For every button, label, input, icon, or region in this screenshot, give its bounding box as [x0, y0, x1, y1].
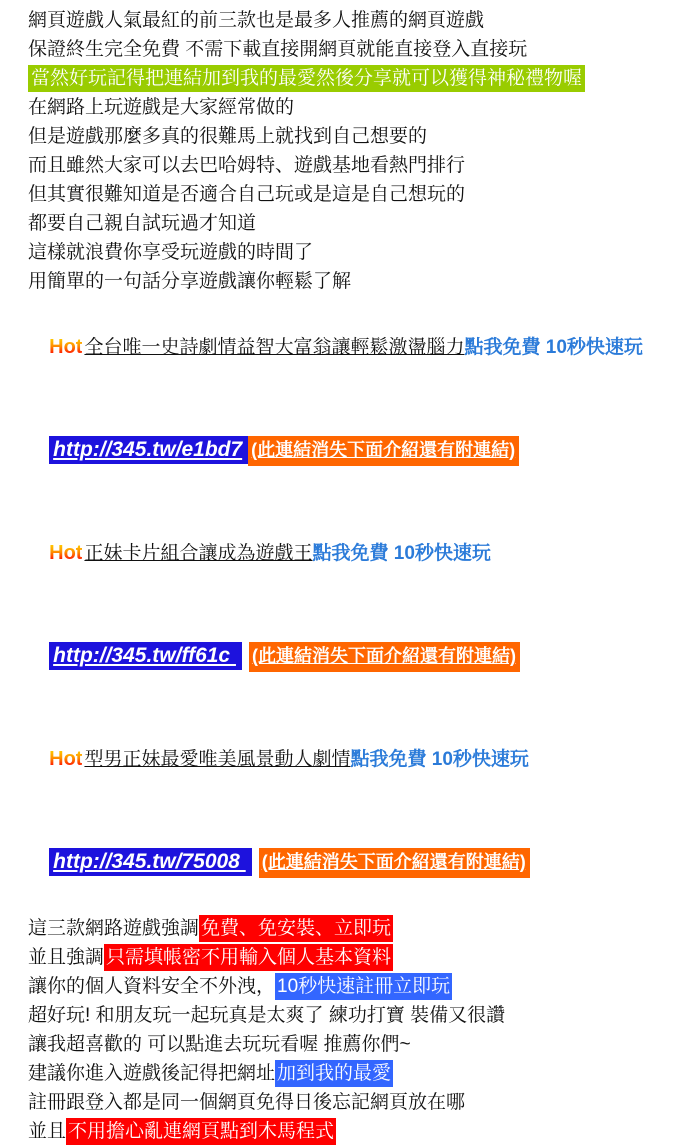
promo-2-title[interactable]: 正妹卡片組合讓成為遊戲王	[84, 543, 313, 564]
outro-line-1	[28, 914, 690, 943]
promo-1-title[interactable]: 全台唯一史詩劇情益智大富翁讓輕鬆激盪腦力	[84, 337, 465, 358]
promo-3-url-line	[28, 811, 690, 914]
outro-line-5: 讓我超喜歡的 可以點進去玩玩看喔 推薦你們~	[28, 1034, 411, 1055]
outro-line-4: 超好玩! 和朋友玩一起玩真是太爽了 練功打寶 裝備又很讚	[28, 1005, 506, 1026]
promo-1-short-url-link[interactable]	[49, 440, 519, 461]
intro-line-3	[28, 64, 690, 93]
red-highlight-text: 不用擔心亂連網頁點到木馬程式	[66, 1118, 336, 1145]
promo-2-short-url[interactable]: http://345.tw/ff61c	[49, 642, 242, 670]
promo-2-short-url-link[interactable]	[49, 646, 520, 667]
red-highlight-text: 免費、免安裝、立即玩	[199, 915, 393, 942]
intro-line-7: 但其實很難知道是否適合自己玩或是這是自己想玩的	[28, 184, 466, 205]
intro-line-4: 在網路上玩遊戲是大家經常做的	[28, 97, 295, 118]
hot-icon: Hot	[49, 336, 83, 358]
hot-icon: Hot	[49, 542, 83, 564]
promo-2-url-line	[28, 605, 690, 708]
outro-line-6	[28, 1059, 690, 1088]
promo-3-title-line	[28, 708, 690, 811]
outro-line-3-text: 讓你的個人資料安全不外洩，	[28, 976, 276, 997]
outro-line-7: 註冊跟登入都是同一個網頁免得日後忘記網頁放在哪	[28, 1092, 466, 1113]
promo-1-cta-link[interactable]: 點我免費 10秒快速玩	[464, 337, 643, 358]
promo-2-cta-link[interactable]: 點我免費 10秒快速玩	[312, 543, 491, 564]
promo-1-title-link[interactable]	[49, 337, 643, 358]
intro-line-5: 但是遊戲那麼多真的很難馬上就找到自己想要的	[28, 126, 428, 147]
outro-line-8	[28, 1117, 690, 1146]
outro-line-2-text: 並且強調	[28, 947, 105, 968]
outro-line-3	[28, 972, 690, 1001]
outro-line-2	[28, 943, 690, 972]
promo-3-title[interactable]: 型男正妹最愛唯美風景動人劇情	[84, 749, 351, 770]
promo-1-title-line	[28, 296, 690, 399]
promo-1-url-line	[28, 399, 690, 502]
red-highlight-text: 只需填帳密不用輸入個人基本資料	[104, 944, 393, 971]
promo-3-title-link[interactable]	[49, 749, 529, 770]
promo-3-url-note[interactable]: (此連結消失下面介紹還有附連結)	[259, 848, 530, 878]
green-highlight-text: 當然好玩記得把連結加到我的最愛然後分享就可以獲得神秘禮物喔	[28, 65, 585, 92]
blue-highlight-text: 加到我的最愛	[275, 1060, 393, 1087]
intro-line-1: 網頁遊戲人氣最紅的前三款也是最多人推薦的網頁遊戲	[28, 10, 485, 31]
promo-3-short-url-link[interactable]	[49, 852, 530, 873]
intro-line-9: 這樣就浪費你享受玩遊戲的時間了	[28, 242, 314, 263]
promo-1-url-note[interactable]: (此連結消失下面介紹還有附連結)	[248, 436, 519, 466]
promo-1-short-url[interactable]: http://345.tw/e1bd7	[49, 436, 248, 464]
promo-2-url-note[interactable]: (此連結消失下面介紹還有附連結)	[249, 642, 520, 672]
intro-line-10: 用簡單的一句話分享遊戲讓你輕鬆了解	[28, 271, 352, 292]
blue-highlight-text: 10秒快速註冊立即玩	[275, 973, 452, 1000]
intro-line-6: 而且雖然大家可以去巴哈姆特、遊戲基地看熱門排行	[28, 155, 466, 176]
outro-line-6-text: 建議你進入遊戲後記得把網址	[28, 1063, 276, 1084]
promo-3-short-url[interactable]: http://345.tw/75008	[49, 848, 252, 876]
intro-line-2: 保證終生完全免費 不需下載直接開網頁就能直接登入直接玩	[28, 39, 528, 60]
intro-line-8: 都要自己親自試玩過才知道	[28, 213, 257, 234]
promo-2-title-line	[28, 502, 690, 605]
promo-3-cta-link[interactable]: 點我免費 10秒快速玩	[350, 749, 529, 770]
promo-2-title-link[interactable]	[49, 543, 491, 564]
hot-icon: Hot	[49, 748, 83, 770]
outro-line-8-text: 並且	[28, 1121, 67, 1142]
outro-line-1-text: 這三款網路遊戲強調	[28, 918, 200, 939]
